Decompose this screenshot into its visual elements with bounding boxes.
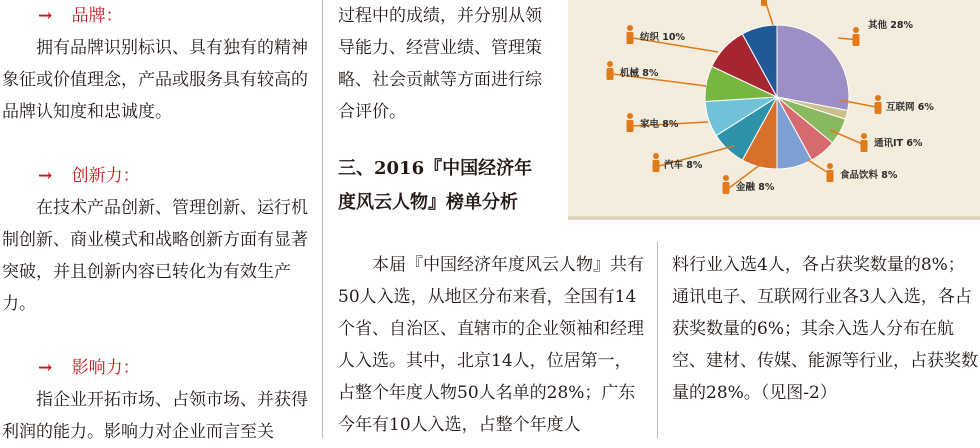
person-icon bbox=[627, 25, 634, 44]
person-icon bbox=[853, 27, 860, 46]
person-icon bbox=[875, 95, 882, 114]
industry-pie-chart bbox=[568, 0, 980, 220]
section-brand-title bbox=[2, 0, 310, 32]
slice-label: 机械 8% bbox=[620, 68, 659, 79]
arrow-icon: → bbox=[38, 166, 53, 186]
slice-label: 其他 28% bbox=[868, 20, 914, 31]
innovation-body: 在技术产品创新、管理创新、运行机制创新、商业模式和战略创新方面有显著突破，并且创新内容已转化为有效生产力。 bbox=[2, 198, 308, 314]
middle-column-text bbox=[338, 0, 552, 128]
bottom-left-paragraph bbox=[338, 249, 646, 441]
column-divider-left bbox=[322, 0, 323, 438]
innovation-title: 创新力： bbox=[71, 166, 140, 186]
brand-title: 品牌： bbox=[71, 6, 123, 26]
person-icon bbox=[607, 61, 614, 80]
person-icon bbox=[761, 0, 767, 6]
slice-label: 汽车 8% bbox=[664, 160, 703, 171]
person-icon bbox=[723, 175, 730, 194]
slice-label: 互联网 6% bbox=[886, 102, 934, 113]
heading-line-1: 三、2016『中国经济年 bbox=[338, 158, 533, 179]
arrow-icon: → bbox=[38, 358, 53, 378]
column-divider-right bbox=[657, 242, 658, 438]
slice-label: 金融 8% bbox=[736, 182, 775, 193]
person-icon bbox=[627, 113, 634, 132]
brand-body: 拥有品牌识别标识、具有独有的精神象征或价值理念，产品或服务具有较高的品牌认知度和忠诚度。 bbox=[2, 38, 308, 122]
section-influence-title bbox=[2, 352, 310, 384]
slice-label: 家电 8% bbox=[640, 119, 679, 130]
section-heading bbox=[338, 152, 568, 220]
person-icon bbox=[827, 163, 834, 182]
slice-label: 纺织 10% bbox=[640, 32, 686, 43]
slice-label: 通讯IT 6% bbox=[874, 138, 923, 149]
influence-title: 影响力： bbox=[71, 358, 140, 378]
left-column bbox=[2, 0, 310, 448]
influence-body: 指企业开拓市场、占领市场、并获得利润的能力。影响力对企业而言至关 bbox=[2, 390, 308, 442]
section-innovation-title bbox=[2, 160, 310, 192]
person-icon bbox=[861, 133, 868, 152]
bottom-right-paragraph bbox=[672, 249, 980, 409]
person-icon bbox=[653, 153, 660, 172]
heading-line-2: 度风云人物』榜单分析 bbox=[338, 192, 518, 213]
arrow-icon: → bbox=[38, 6, 53, 26]
analysis-paragraph-continued: 料行业入选4人，各占获奖数量的8%；通讯电子、互联网行业各3人入选，各占获奖数量的6%；其余入选人分布在航空、建材、传媒、能源等行业，占获奖数量的28%。（见图-2） bbox=[672, 255, 978, 403]
middle-text: 过程中的成绩，并分别从领导能力、经营业绩、管理策略、社会贡献等方面进行综合评价。 bbox=[338, 6, 542, 122]
slice-label: 食品饮料 8% bbox=[840, 170, 898, 181]
pie-chart-svg bbox=[568, 0, 980, 216]
analysis-paragraph: 本届『中国经济年度风云人物』共有50人入选，从地区分布来看，全国有14个省、自治区、直辖市的企业领袖和经理人入选。其中，北京14人，位居第一，占整个年度人物50人名单的28%；广东今年有10人入选，占整个年度人 bbox=[338, 255, 644, 435]
